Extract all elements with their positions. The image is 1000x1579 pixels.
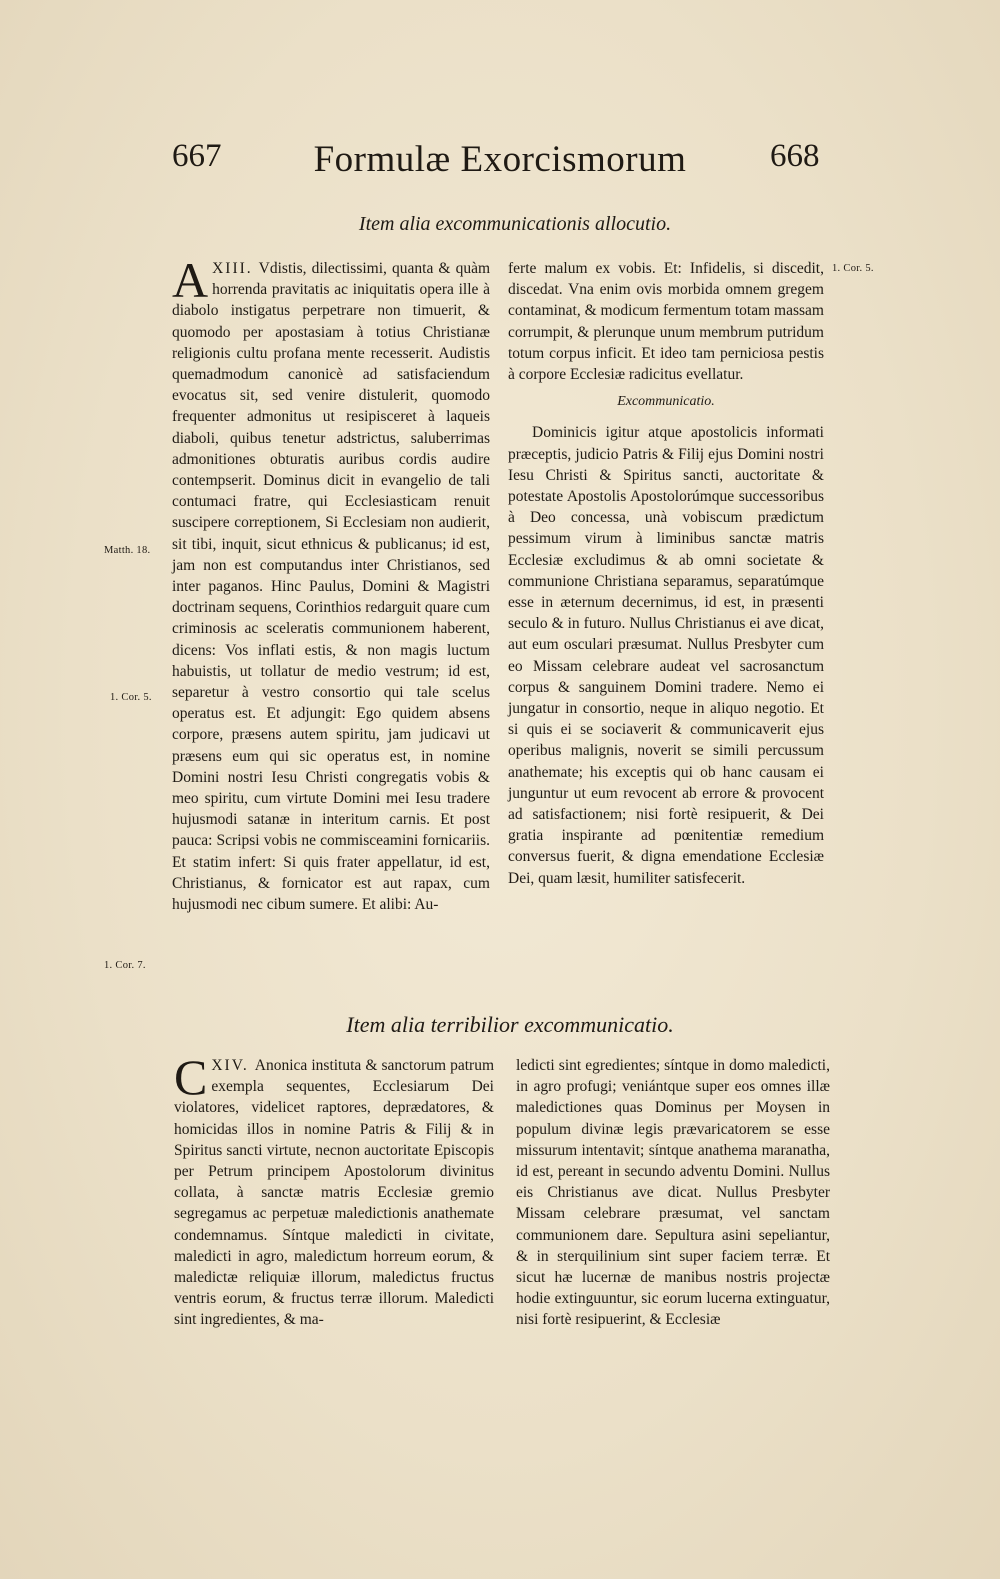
margin-note-matth: Matth. 18.: [104, 545, 151, 556]
paragraph-text: Anonica instituta & sanctorum patrum exempla sequentes, Ecclesiarum Dei violatores, videlicet raptores, deprædatores, & homicidas illos in nomine Patris & Filij & in Spiritus sancti virtute, necnon auctoritate Episcopis per Petrum principem Apostolorum divinitus collata, à sanctæ matris Ecclesiæ gremio segregamus ac perpetuæ maledictionis anathemate condemnamus. Síntque maledicti in civitate, maledicti in agro, maledictum horreum eorum, & maledictæ reliquiæ illorum, maledictus fructus ventris eorum, & fructus terræ illorum. Maledicti sint ingredientes, & ma-: [174, 1057, 494, 1329]
column-left-bottom: [174, 1049, 494, 1331]
margin-note-cor5-left: 1. Cor. 5.: [110, 692, 152, 703]
column-left-top: [172, 252, 490, 915]
page-header: [0, 138, 1000, 188]
column-right-bottom: [516, 1055, 830, 1331]
paragraph-continuation: ledicti sint egredientes; síntque in domo maledicti, in agro profugi; veniántque super eos omnes illæ maledictiones quas Dominus per Moysen in populum divinæ legis prævaricatorem se esse missurum intentavit; síntque anathema maranatha, id est, pereant in secundo adventu Domini. Nullus eis Christianus ave dicat. Nullus Presbyter Missam celebrare præsumat, vel sanctam communionem dare. Sepultura asini sepeliantur, & in sterquilinium sint super faciem terræ. Et sicut hæ lucernæ de manibus nostris projectæ hodie extinguuntur, sic eorum lucerna extinguatur, nisi fortè resipuerint, & Ecclesiæ: [516, 1057, 830, 1329]
paragraph-text: Vdistis, dilectissimi, quanta & quàm horrenda pravitatis ac iniquitatis opera ille à diabolo instigatus perpetrare non timuerit, & quomodo per apostasiam à totius Christianæ religionis cultu profana mente recesserit. Audistis quemadmodum canonicè ad satisfaciendum evocatus sit, sed venire distulerit, quomodo frequenter admonitus ut resipisceret à laqueis diaboli, quibus tenetur adstrictus, saluberrimas admonitiones obturatis auribus cordis audire contempserit. Dominus dicit in evangelio de tali contumaci fratre, qui Ecclesiasticam renuit suscipere correptionem, Si Ecclesiam non audierit, sit tibi, inquit, sicut ethnicus & publicanus; id est, jam non est computandus inter Christianos, sed inter paganos. Hinc Paulus, Domini & Magistri doctrinam sequens, Corinthios redarguit quare cum criminosis ac sceleratis communionem haberent, dicens: Vos inflati estis, & non magis luctum habuistis, ut tollatur de medio vestrum; id est, separetur à vestro consortio qui tale scelus operatus est. Et adjungit: Ego quidem absens corpore, præsens autem spiritu, jam judicavi ut præsens eum qui sic operatus est, in nomine Domini nostri Iesu Christi congregatis vobis & meo spiritu, cum virtute Domini mei Iesu tradere hujusmodi satanæ in interitum carnis. Et post pauca: Scripsi vobis ne commisceamini fornicariis. Et statim infert: Si quis frater appellatur, id est, Christianus, & fornicator est aut rapax, cum hujusmodi nec cibum sumere. Et alibi: Au-: [172, 260, 490, 914]
drop-cap: C: [174, 1049, 208, 1105]
running-title: Formulæ Exorcismorum: [313, 139, 687, 180]
paragraph-excommunicatio: Dominicis igitur atque apostolicis informati præceptis, judicio Patris & Filij ejus Domini nostri Iesu Christi & Spiritus sancti, auctoritate & potestate Apostolis Apostolorúmque successoribus à Deo concessa, unà vobiscum prædictum pessimum virum à liminibus sanctæ matris Ecclesiæ excludimus & ab omni societate & communione Christiana separamus, separatúmque esse in æternum decernimus, id est, in præsenti seculo & in futuro. Nullus Christianus ei ave dicat, aut eum osculari præsumat. Nullus Presbyter cum eo Missam celebrare audeat vel sacrosanctum corpus & sanguinem Domini tradere. Nemo ei jungatur in consortio, neque in aliquo negotio. Et si quis ei se sociaverit & communicaverit ejus operibus malignis, noverit se simili percussum anathemate; his exceptis qui ob hanc causam ei junguntur ut eum revocent ab errore & provocent ad satisfactionem; nisi fortè resipuerit, & Dei gratia inspirante ad pœnitentiæ remedium conversus fuerit, & digna emendatione Ecclesiæ Dei, quam læsit, humiliter satisfecerit.: [508, 424, 824, 887]
page-number-left: 667: [172, 138, 222, 174]
page-number-right: 668: [770, 138, 820, 174]
paragraph-xiv: [174, 1049, 494, 1331]
drop-cap: A: [172, 252, 209, 308]
section-number: XIII.: [212, 260, 253, 277]
margin-note-cor5-right: 1. Cor. 5.: [832, 263, 874, 274]
section-title-terribilior: Item alia terribilior excommunicatio.: [346, 1012, 674, 1037]
section-number: XIV.: [211, 1057, 249, 1074]
column-right-top: [508, 258, 824, 889]
section-title-allocutio: Item alia excommunicationis allocutio.: [358, 213, 672, 235]
margin-note-cor7: 1. Cor. 7.: [104, 960, 146, 971]
paragraph-xiii: [172, 252, 490, 915]
paragraph-continuation: ferte malum ex vobis. Et: Infidelis, si discedit, discedat. Vna enim ovis morbida omnem gregem contaminat, & modicum fermentum totam massam corrumpit, & plerunque unum membrum putridum totum corpus inficit. Et ideo tam perniciosa pestis à corpore Ecclesiæ radicitus evellatur.: [508, 260, 824, 384]
subheading-excommunicatio: Excommunicatio.: [617, 394, 715, 410]
